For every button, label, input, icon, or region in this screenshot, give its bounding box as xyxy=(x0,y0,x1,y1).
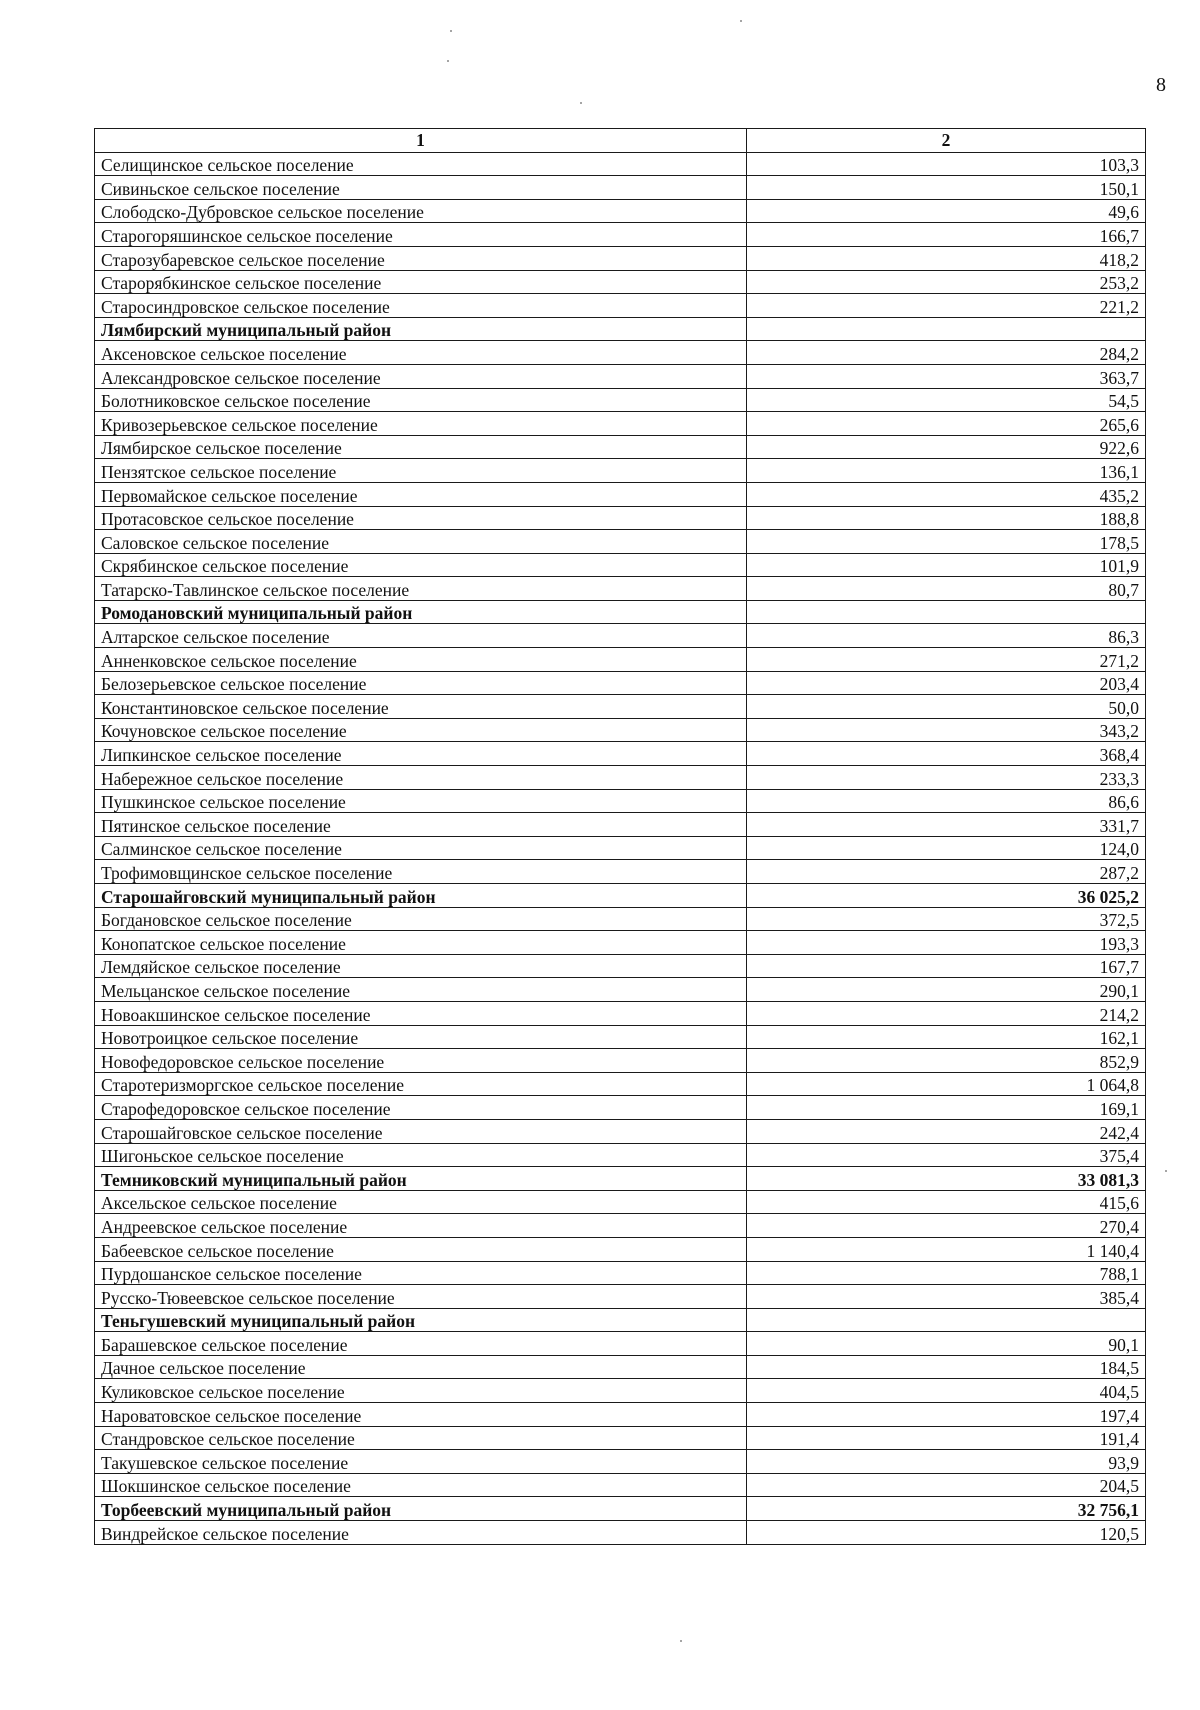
table-row xyxy=(95,577,1146,601)
table-row xyxy=(95,294,1146,318)
scan-speck xyxy=(447,60,449,62)
settlement-name-cell: Старозубаревское сельское поселение xyxy=(95,246,747,270)
settlement-name-cell: Бабеевское сельское поселение xyxy=(95,1237,747,1261)
settlement-name-cell: Богдановское сельское поселение xyxy=(95,907,747,931)
settlement-name-cell: Алтарское сельское поселение xyxy=(95,624,747,648)
table-row xyxy=(95,931,1146,955)
settlement-name-cell: Торбеевский муниципальный район xyxy=(95,1497,747,1521)
settlement-name-cell: Сивиньское сельское поселение xyxy=(95,176,747,200)
amount-cell: 90,1 xyxy=(747,1332,1146,1356)
table-row xyxy=(95,624,1146,648)
amount-cell: 204,5 xyxy=(747,1473,1146,1497)
settlement-name-cell: Шокшинское сельское поселение xyxy=(95,1473,747,1497)
amount-cell: 233,3 xyxy=(747,766,1146,790)
page-number: 8 xyxy=(1156,74,1166,96)
settlement-name-cell: Новофедоровское сельское поселение xyxy=(95,1049,747,1073)
settlement-name-cell: Виндрейское сельское поселение xyxy=(95,1521,747,1545)
table-row xyxy=(95,1072,1146,1096)
table-row xyxy=(95,1025,1146,1049)
scan-speck xyxy=(740,20,742,22)
table-body xyxy=(95,152,1146,1544)
amount-cell: 287,2 xyxy=(747,860,1146,884)
settlement-name-cell: Болотниковское сельское поселение xyxy=(95,388,747,412)
table-row xyxy=(95,246,1146,270)
table-row xyxy=(95,1473,1146,1497)
amount-cell: 32 756,1 xyxy=(747,1497,1146,1521)
table-row xyxy=(95,1521,1146,1545)
column-header-value: 2 xyxy=(747,129,1146,153)
settlement-name-cell: Мельцанское сельское поселение xyxy=(95,978,747,1002)
district-row xyxy=(95,884,1146,908)
amount-cell: 49,6 xyxy=(747,199,1146,223)
amount-cell: 54,5 xyxy=(747,388,1146,412)
amount-cell: 331,7 xyxy=(747,813,1146,837)
amount-cell: 162,1 xyxy=(747,1025,1146,1049)
amount-cell: 284,2 xyxy=(747,341,1146,365)
table-row xyxy=(95,1285,1146,1309)
amount-cell: 178,5 xyxy=(747,530,1146,554)
scan-speck xyxy=(450,30,452,32)
table-row xyxy=(95,1096,1146,1120)
amount-cell: 415,6 xyxy=(747,1190,1146,1214)
settlement-name-cell: Александровское сельское поселение xyxy=(95,364,747,388)
amount-cell: 124,0 xyxy=(747,836,1146,860)
settlement-name-cell: Первомайское сельское поселение xyxy=(95,482,747,506)
table-row xyxy=(95,199,1146,223)
settlement-name-cell: Куликовское сельское поселение xyxy=(95,1379,747,1403)
table-row xyxy=(95,1332,1146,1356)
table-row xyxy=(95,1049,1146,1073)
table-row xyxy=(95,1403,1146,1427)
settlement-name-cell: Аксельское сельское поселение xyxy=(95,1190,747,1214)
settlement-name-cell: Конопатское сельское поселение xyxy=(95,931,747,955)
amount-cell: 852,9 xyxy=(747,1049,1146,1073)
amount-cell: 101,9 xyxy=(747,553,1146,577)
table-row xyxy=(95,1119,1146,1143)
table-row xyxy=(95,648,1146,672)
settlement-name-cell: Шигоньское сельское поселение xyxy=(95,1143,747,1167)
amount-cell xyxy=(747,600,1146,624)
amount-cell: 368,4 xyxy=(747,742,1146,766)
settlement-name-cell: Старошайговский муниципальный район xyxy=(95,884,747,908)
amount-cell: 86,6 xyxy=(747,789,1146,813)
table-row xyxy=(95,671,1146,695)
table-row xyxy=(95,813,1146,837)
table-row xyxy=(95,388,1146,412)
settlement-name-cell: Новотроицкое сельское поселение xyxy=(95,1025,747,1049)
settlement-name-cell: Набережное сельское поселение xyxy=(95,766,747,790)
amount-cell: 120,5 xyxy=(747,1521,1146,1545)
amount-cell: 150,1 xyxy=(747,176,1146,200)
table-row xyxy=(95,270,1146,294)
settlement-name-cell: Стандровское сельское поселение xyxy=(95,1426,747,1450)
amount-cell: 33 081,3 xyxy=(747,1167,1146,1191)
district-row xyxy=(95,600,1146,624)
settlement-name-cell: Аксеновское сельское поселение xyxy=(95,341,747,365)
settlement-name-cell: Старофедоровское сельское поселение xyxy=(95,1096,747,1120)
settlement-name-cell: Пятинское сельское поселение xyxy=(95,813,747,837)
amount-cell: 435,2 xyxy=(747,482,1146,506)
amount-cell: 103,3 xyxy=(747,152,1146,176)
amount-cell: 363,7 xyxy=(747,364,1146,388)
table-row xyxy=(95,530,1146,554)
settlement-name-cell: Теньгушевский муниципальный район xyxy=(95,1308,747,1332)
amount-cell: 193,3 xyxy=(747,931,1146,955)
settlement-name-cell: Лямбирское сельское поселение xyxy=(95,435,747,459)
amount-cell: 167,7 xyxy=(747,954,1146,978)
amount-cell: 270,4 xyxy=(747,1214,1146,1238)
table-row xyxy=(95,435,1146,459)
settlement-name-cell: Лямбирский муниципальный район xyxy=(95,317,747,341)
scan-speck xyxy=(580,102,582,104)
settlement-name-cell: Старосиндровское сельское поселение xyxy=(95,294,747,318)
district-row xyxy=(95,1308,1146,1332)
settlement-name-cell: Салминское сельское поселение xyxy=(95,836,747,860)
amount-cell: 788,1 xyxy=(747,1261,1146,1285)
table-row xyxy=(95,412,1146,436)
district-row xyxy=(95,1497,1146,1521)
settlement-name-cell: Пурдошанское сельское поселение xyxy=(95,1261,747,1285)
amount-cell: 214,2 xyxy=(747,1001,1146,1025)
amount-cell: 188,8 xyxy=(747,506,1146,530)
amount-cell: 372,5 xyxy=(747,907,1146,931)
table-row xyxy=(95,341,1146,365)
amount-cell: 93,9 xyxy=(747,1450,1146,1474)
table-row xyxy=(95,695,1146,719)
settlement-name-cell: Скрябинское сельское поселение xyxy=(95,553,747,577)
amount-cell: 197,4 xyxy=(747,1403,1146,1427)
table-row xyxy=(95,954,1146,978)
district-row xyxy=(95,317,1146,341)
amount-cell: 385,4 xyxy=(747,1285,1146,1309)
table-row xyxy=(95,459,1146,483)
table-row xyxy=(95,506,1146,530)
settlement-name-cell: Татарско-Тавлинское сельское поселение xyxy=(95,577,747,601)
amount-cell: 184,5 xyxy=(747,1355,1146,1379)
table-row xyxy=(95,766,1146,790)
table-row xyxy=(95,836,1146,860)
amount-cell: 86,3 xyxy=(747,624,1146,648)
settlement-name-cell: Такушевское сельское поселение xyxy=(95,1450,747,1474)
amount-cell: 50,0 xyxy=(747,695,1146,719)
table-row xyxy=(95,482,1146,506)
amount-cell: 1 064,8 xyxy=(747,1072,1146,1096)
settlement-name-cell: Русско-Тювеевское сельское поселение xyxy=(95,1285,747,1309)
amount-cell: 253,2 xyxy=(747,270,1146,294)
table-row xyxy=(95,152,1146,176)
table-row xyxy=(95,1426,1146,1450)
table-row xyxy=(95,718,1146,742)
settlement-name-cell: Трофимовщинское сельское поселение xyxy=(95,860,747,884)
table-row xyxy=(95,553,1146,577)
settlement-name-cell: Старошайговское сельское поселение xyxy=(95,1119,747,1143)
amount-cell: 265,6 xyxy=(747,412,1146,436)
table-row xyxy=(95,978,1146,1002)
amount-cell: 36 025,2 xyxy=(747,884,1146,908)
settlement-name-cell: Дачное сельское поселение xyxy=(95,1355,747,1379)
column-header-name: 1 xyxy=(95,129,747,153)
table-row xyxy=(95,1190,1146,1214)
scan-speck xyxy=(680,1640,682,1642)
settlement-name-cell: Андреевское сельское поселение xyxy=(95,1214,747,1238)
table-row xyxy=(95,860,1146,884)
amount-cell: 203,4 xyxy=(747,671,1146,695)
settlement-name-cell: Белозерьевское сельское поселение xyxy=(95,671,747,695)
table-header-row xyxy=(95,129,1146,153)
settlement-name-cell: Старотеризморгское сельское поселение xyxy=(95,1072,747,1096)
budget-table xyxy=(94,128,1146,1545)
scan-speck xyxy=(1165,1170,1167,1172)
amount-cell: 375,4 xyxy=(747,1143,1146,1167)
settlement-name-cell: Селищинское сельское поселение xyxy=(95,152,747,176)
settlement-name-cell: Темниковский муниципальный район xyxy=(95,1167,747,1191)
settlement-name-cell: Нароватовское сельское поселение xyxy=(95,1403,747,1427)
settlement-name-cell: Слободско-Дубровское сельское поселение xyxy=(95,199,747,223)
table-row xyxy=(95,1450,1146,1474)
settlement-name-cell: Кочуновское сельское поселение xyxy=(95,718,747,742)
settlement-name-cell: Липкинское сельское поселение xyxy=(95,742,747,766)
amount-cell: 418,2 xyxy=(747,246,1146,270)
amount-cell: 271,2 xyxy=(747,648,1146,672)
table-row xyxy=(95,364,1146,388)
amount-cell: 404,5 xyxy=(747,1379,1146,1403)
table-row xyxy=(95,1261,1146,1285)
amount-cell: 221,2 xyxy=(747,294,1146,318)
table-row xyxy=(95,1001,1146,1025)
table-row xyxy=(95,1237,1146,1261)
amount-cell: 169,1 xyxy=(747,1096,1146,1120)
table-row xyxy=(95,789,1146,813)
amount-cell: 290,1 xyxy=(747,978,1146,1002)
amount-cell: 242,4 xyxy=(747,1119,1146,1143)
settlement-name-cell: Саловское сельское поселение xyxy=(95,530,747,554)
settlement-name-cell: Старогоряшинское сельское поселение xyxy=(95,223,747,247)
amount-cell: 166,7 xyxy=(747,223,1146,247)
amount-cell xyxy=(747,317,1146,341)
settlement-name-cell: Константиновское сельское поселение xyxy=(95,695,747,719)
table-row xyxy=(95,176,1146,200)
settlement-name-cell: Пензятское сельское поселение xyxy=(95,459,747,483)
settlement-name-cell: Новоакшинское сельское поселение xyxy=(95,1001,747,1025)
table-row xyxy=(95,223,1146,247)
table-row xyxy=(95,907,1146,931)
settlement-name-cell: Старорябкинское сельское поселение xyxy=(95,270,747,294)
settlement-name-cell: Протасовское сельское поселение xyxy=(95,506,747,530)
amount-cell: 343,2 xyxy=(747,718,1146,742)
settlement-name-cell: Лемдяйское сельское поселение xyxy=(95,954,747,978)
table-row xyxy=(95,1355,1146,1379)
amount-cell xyxy=(747,1308,1146,1332)
settlement-name-cell: Ромодановский муниципальный район xyxy=(95,600,747,624)
district-row xyxy=(95,1167,1146,1191)
table-row xyxy=(95,1379,1146,1403)
settlement-name-cell: Анненковское сельское поселение xyxy=(95,648,747,672)
table-row xyxy=(95,742,1146,766)
amount-cell: 922,6 xyxy=(747,435,1146,459)
amount-cell: 136,1 xyxy=(747,459,1146,483)
settlement-name-cell: Барашевское сельское поселение xyxy=(95,1332,747,1356)
amount-cell: 191,4 xyxy=(747,1426,1146,1450)
table-row xyxy=(95,1214,1146,1238)
settlement-name-cell: Кривозерьевское сельское поселение xyxy=(95,412,747,436)
table-row xyxy=(95,1143,1146,1167)
amount-cell: 1 140,4 xyxy=(747,1237,1146,1261)
settlement-name-cell: Пушкинское сельское поселение xyxy=(95,789,747,813)
amount-cell: 80,7 xyxy=(747,577,1146,601)
